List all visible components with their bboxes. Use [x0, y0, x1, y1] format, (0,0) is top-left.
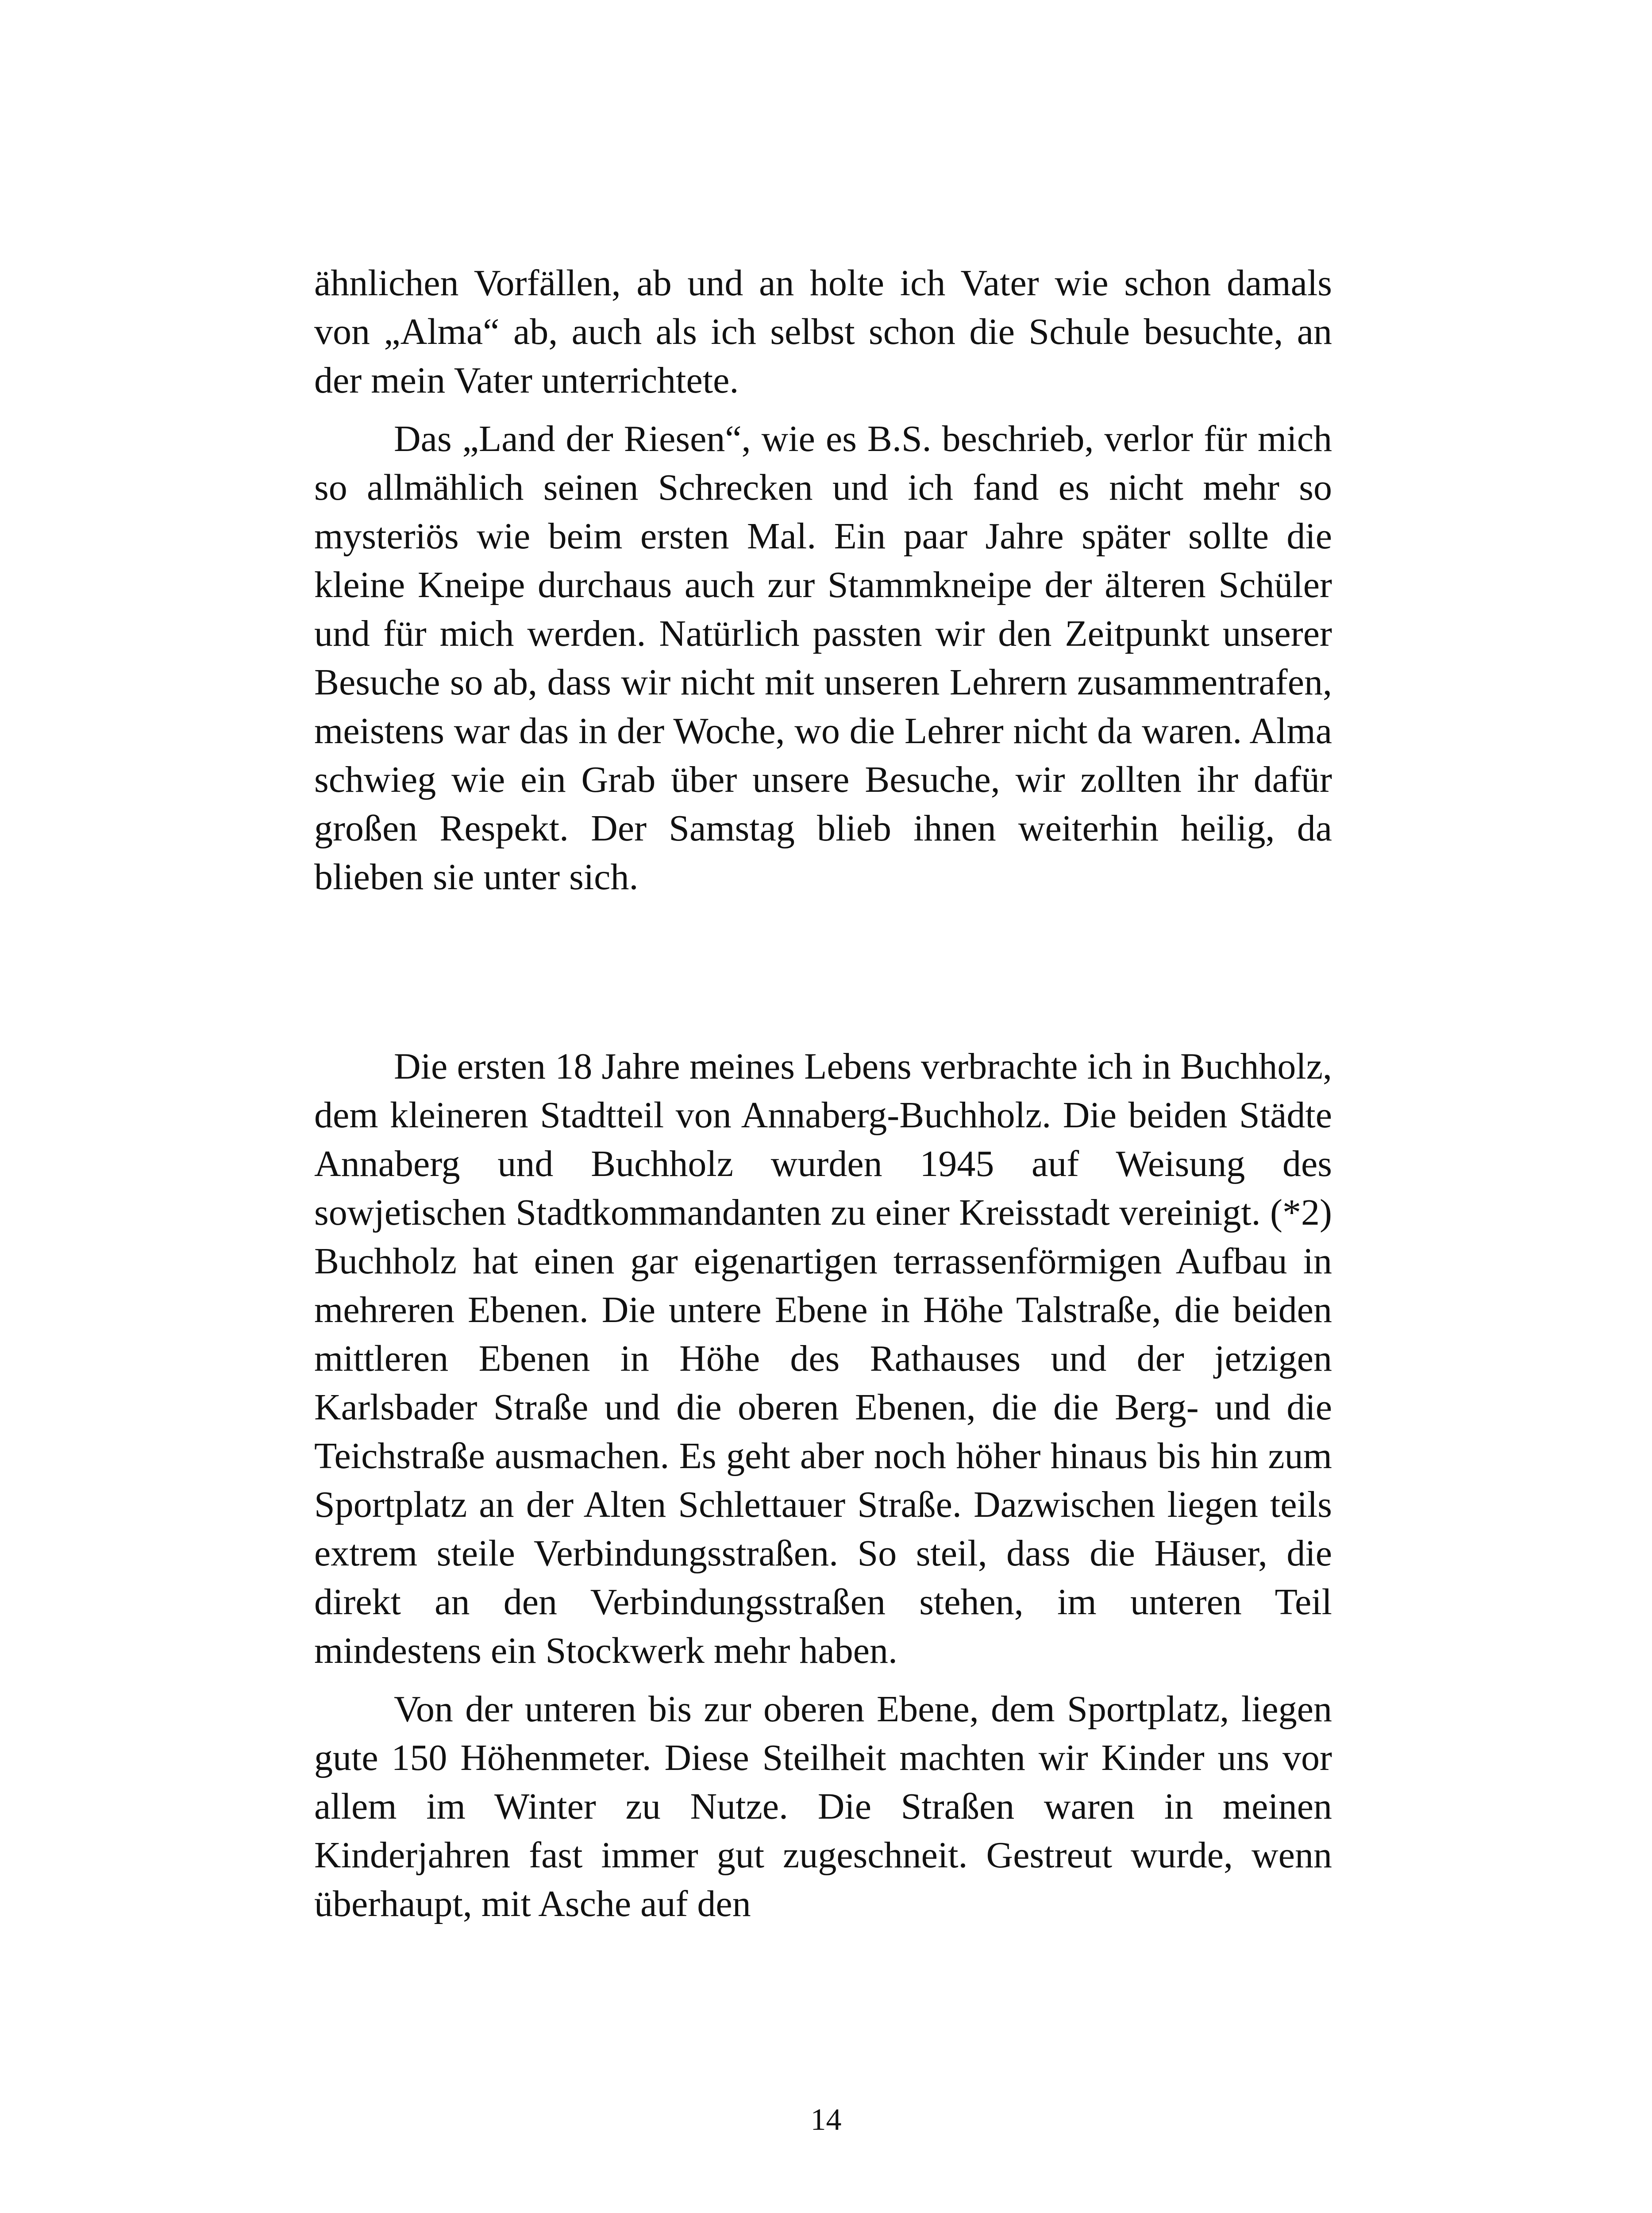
- paragraph: Die ersten 18 Jahre meines Lebens verbrachte ich in Buchholz, dem kleineren Stadtteil von Annaberg-Buchholz. Die beiden Städte Annaberg und Buchholz wurden 1945 auf Weisung des sowjetischen Stadtkommandanten zu einer Kreisstadt vereinigt. (*2) Buchholz hat einen gar eigenartigen terrassenförmigen Aufbau in mehreren Ebenen. Die untere Ebene in Höhe Talstraße, die beiden mittleren Ebenen in Höhe des Rathauses und der jetzigen Karlsbader Straße und die oberen Ebenen, die die Berg- und die Teichstraße ausmachen. Es geht aber noch höher hinaus bis hin zum Sportplatz an der Alten Schlettauer Straße. Dazwischen liegen teils extrem steile Verbindungsstraßen. So steil, dass die Häuser, die direkt an den Verbindungsstraßen stehen, im unteren Teil mindestens ein Stockwerk mehr haben.: [314, 1046, 1332, 1671]
- page-number: 14: [810, 2103, 842, 2137]
- text-section-bottom: [314, 1042, 1332, 1928]
- paragraph: Das „Land der Riesen“, wie es B.S. beschrieb, verlor für mich so allmählich seinen Schrecken und ich fand es nicht mehr so mysteriös wie beim ersten Mal. Ein paar Jahre später sollte die kleine Kneipe durchaus auch zur Stammkneipe der älteren Schüler und für mich werden. Natürlich passten wir den Zeitpunkt unserer Besuche so ab, dass wir nicht mit unseren Lehrern zusammentrafen, meistens war das in der Woche, wo die Lehrer nicht da waren. Alma schwieg wie ein Grab über unsere Besuche, wir zollten ihr dafür großen Respekt. Der Samstag blieb ihnen weiterhin heilig, da blieben sie unter sich.: [314, 418, 1332, 898]
- paragraph-continuation: ähnlichen Vorfällen, ab und an holte ich Vater wie schon damals von „Alma“ ab, auch als ich selbst schon die Schule besuchte, an der mein Vater unterrichtete.: [314, 262, 1332, 401]
- paragraph: Von der unteren bis zur oberen Ebene, dem Sportplatz, liegen gute 150 Höhenmeter. Diese Steilheit machten wir Kinder uns vor allem im Winter zu Nutze. Die Straßen waren in meinen Kinderjahren fast immer gut zugeschneit. Gestreut wurde, wenn überhaupt, mit Asche auf den: [314, 1689, 1332, 1924]
- text-section-top: [314, 259, 1332, 902]
